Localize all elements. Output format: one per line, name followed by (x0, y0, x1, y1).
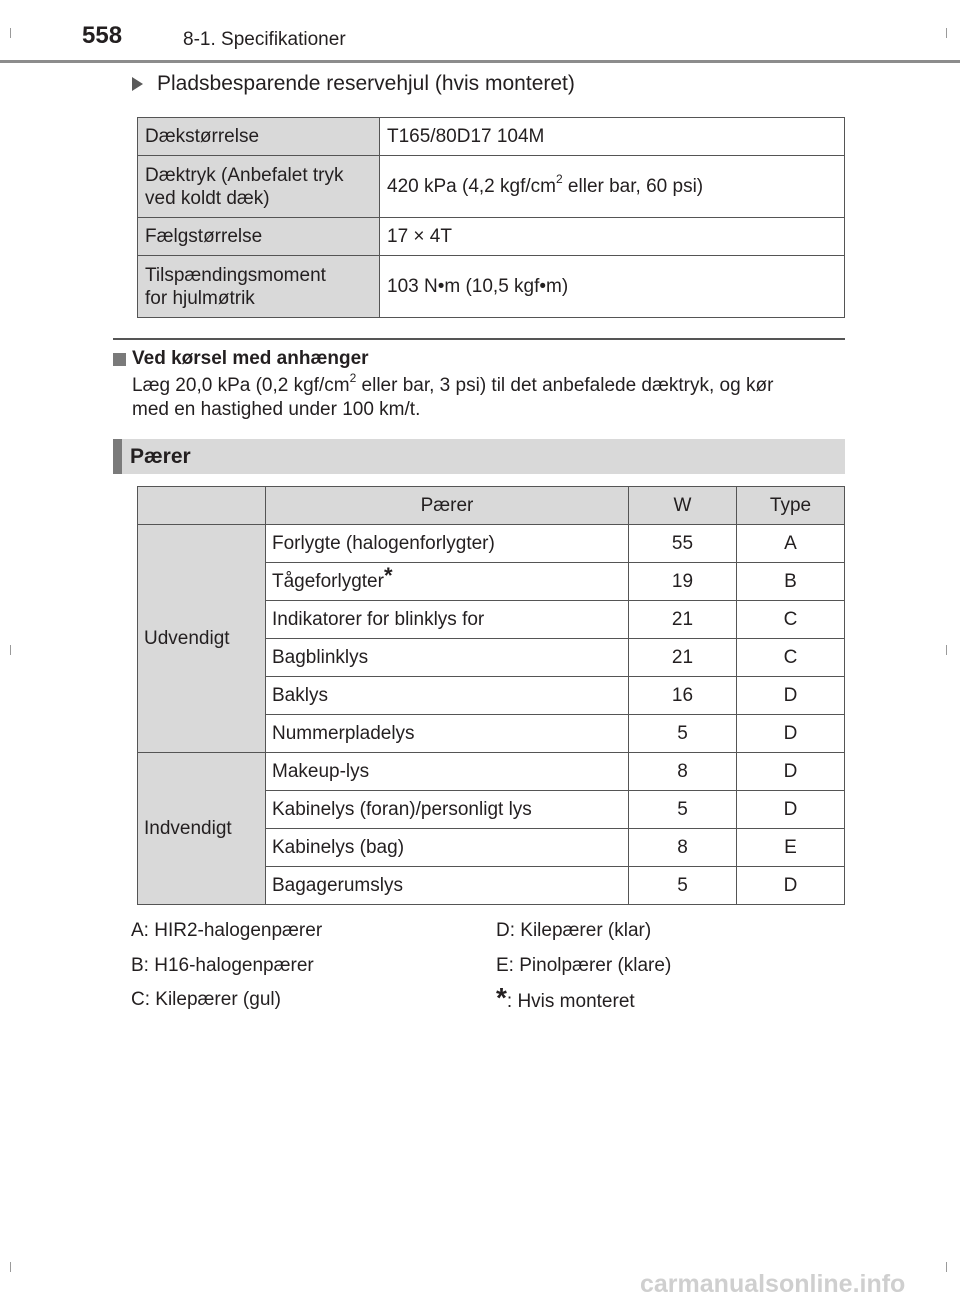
spec-key-line: Dæktryk (Anbefalet tryk (145, 164, 344, 186)
bulb-name: Makeup-lys (266, 753, 629, 791)
crop-mark (946, 1262, 947, 1272)
bulb-type: C (737, 601, 845, 639)
bulb-name: Nummerpladelys (266, 715, 629, 753)
spec-key-line: ved koldt dæk) (145, 187, 270, 209)
legend-footnote-text: : Hvis monteret (506, 991, 635, 1012)
bulb-name: Kabinelys (bag) (266, 829, 629, 867)
towing-text-part: Læg 20,0 kPa (0,2 kgf/cm (132, 375, 350, 396)
bulb-type: A (737, 525, 845, 563)
spec-value-text: eller bar, 60 psi) (562, 176, 704, 197)
section-bar-accent (113, 439, 122, 474)
spec-value (380, 156, 845, 218)
page-number: 558 (82, 22, 123, 49)
bulb-type: D (737, 677, 845, 715)
crop-mark (10, 645, 11, 655)
legend-item: A: HIR2-halogenpærer (131, 920, 323, 941)
section-bar (113, 439, 845, 474)
spec-key (138, 156, 380, 218)
bulb-name (266, 563, 629, 601)
legend-item: D: Kilepærer (klar) (496, 920, 652, 941)
bulb-type: E (737, 829, 845, 867)
table-row (138, 753, 845, 791)
bulb-type: B (737, 563, 845, 601)
bulb-name: Bagagerumslys (266, 867, 629, 905)
bulb-name: Forlygte (halogenforlygter) (266, 525, 629, 563)
legend-item-footnote (496, 982, 635, 1014)
spec-value-text: 420 kPa (4,2 kgf/cm (387, 176, 556, 197)
spec-key: Dækstørrelse (138, 118, 380, 156)
bulb-type: D (737, 753, 845, 791)
towing-heading (113, 348, 369, 370)
crop-mark (946, 28, 947, 38)
bulb-watt: 8 (629, 829, 737, 867)
table-row (138, 525, 845, 563)
square-bullet-icon (113, 353, 126, 366)
legend-item: B: H16-halogenpærer (131, 955, 314, 976)
column-header: Type (737, 487, 845, 525)
towing-heading-text: Ved kørsel med anhænger (132, 348, 369, 369)
bulbs-section-title: Pærer (130, 445, 191, 468)
spec-key (138, 256, 380, 318)
superscript: 2 (555, 171, 563, 186)
crop-mark (10, 28, 11, 38)
triangle-bullet-icon (132, 77, 143, 91)
bulb-name: Bagblinklys (266, 639, 629, 677)
asterisk-note: * (383, 563, 393, 589)
spec-key-line: for hjulmøtrik (145, 287, 255, 309)
spare-wheel-heading-text: Pladsbesparende reservehjul (hvis monteret) (157, 72, 575, 95)
bulb-type: D (737, 867, 845, 905)
spec-value: T165/80D17 104M (380, 118, 845, 156)
bulb-type: C (737, 639, 845, 677)
towing-text-part: eller bar, 3 psi) til det anbefalede dæktryk, og kør (356, 375, 774, 396)
table-row (138, 156, 845, 218)
spec-value: 103 N•m (10,5 kgf•m) (380, 256, 845, 318)
bulb-watt: 5 (629, 791, 737, 829)
bulb-type: D (737, 715, 845, 753)
bulb-name: Kabinelys (foran)/personligt lys (266, 791, 629, 829)
crop-mark (946, 645, 947, 655)
spec-key-line: Tilspændingsmoment (145, 264, 326, 286)
bulb-watt: 5 (629, 715, 737, 753)
bulbs-table (137, 486, 845, 905)
bulb-watt: 19 (629, 563, 737, 601)
bulb-name: Indikatorer for blinklys for (266, 601, 629, 639)
table-row (138, 256, 845, 318)
watermark: carmanualsonline.info (640, 1270, 906, 1298)
divider (113, 338, 845, 340)
section-title: 8-1. Specifikationer (183, 29, 346, 50)
legend-item: C: Kilepærer (gul) (131, 989, 281, 1010)
bulb-watt: 21 (629, 639, 737, 677)
column-header (138, 487, 266, 525)
asterisk-note: * (496, 982, 507, 1013)
header-rule (0, 60, 960, 63)
legend-item: E: Pinolpærer (klare) (496, 955, 672, 976)
bulb-type: D (737, 791, 845, 829)
bulb-watt: 8 (629, 753, 737, 791)
towing-text (132, 370, 852, 422)
towing-text-part: med en hastighed under 100 km/t. (132, 399, 421, 420)
bulb-name-text: Tågeforlygter (272, 570, 384, 592)
table-row (138, 218, 845, 256)
spec-key: Fælgstørrelse (138, 218, 380, 256)
table-header-row (138, 487, 845, 525)
bulb-watt: 16 (629, 677, 737, 715)
bulb-watt: 5 (629, 867, 737, 905)
table-row (138, 118, 845, 156)
spare-wheel-table (137, 117, 845, 318)
bulb-watt: 55 (629, 525, 737, 563)
spare-wheel-heading (132, 72, 575, 96)
group-label: Udvendigt (138, 525, 266, 753)
group-label: Indvendigt (138, 753, 266, 905)
superscript: 2 (349, 370, 357, 385)
crop-mark (10, 1262, 11, 1272)
bulb-watt: 21 (629, 601, 737, 639)
spec-value: 17 × 4T (380, 218, 845, 256)
bulb-name: Baklys (266, 677, 629, 715)
column-header: W (629, 487, 737, 525)
column-header: Pærer (266, 487, 629, 525)
